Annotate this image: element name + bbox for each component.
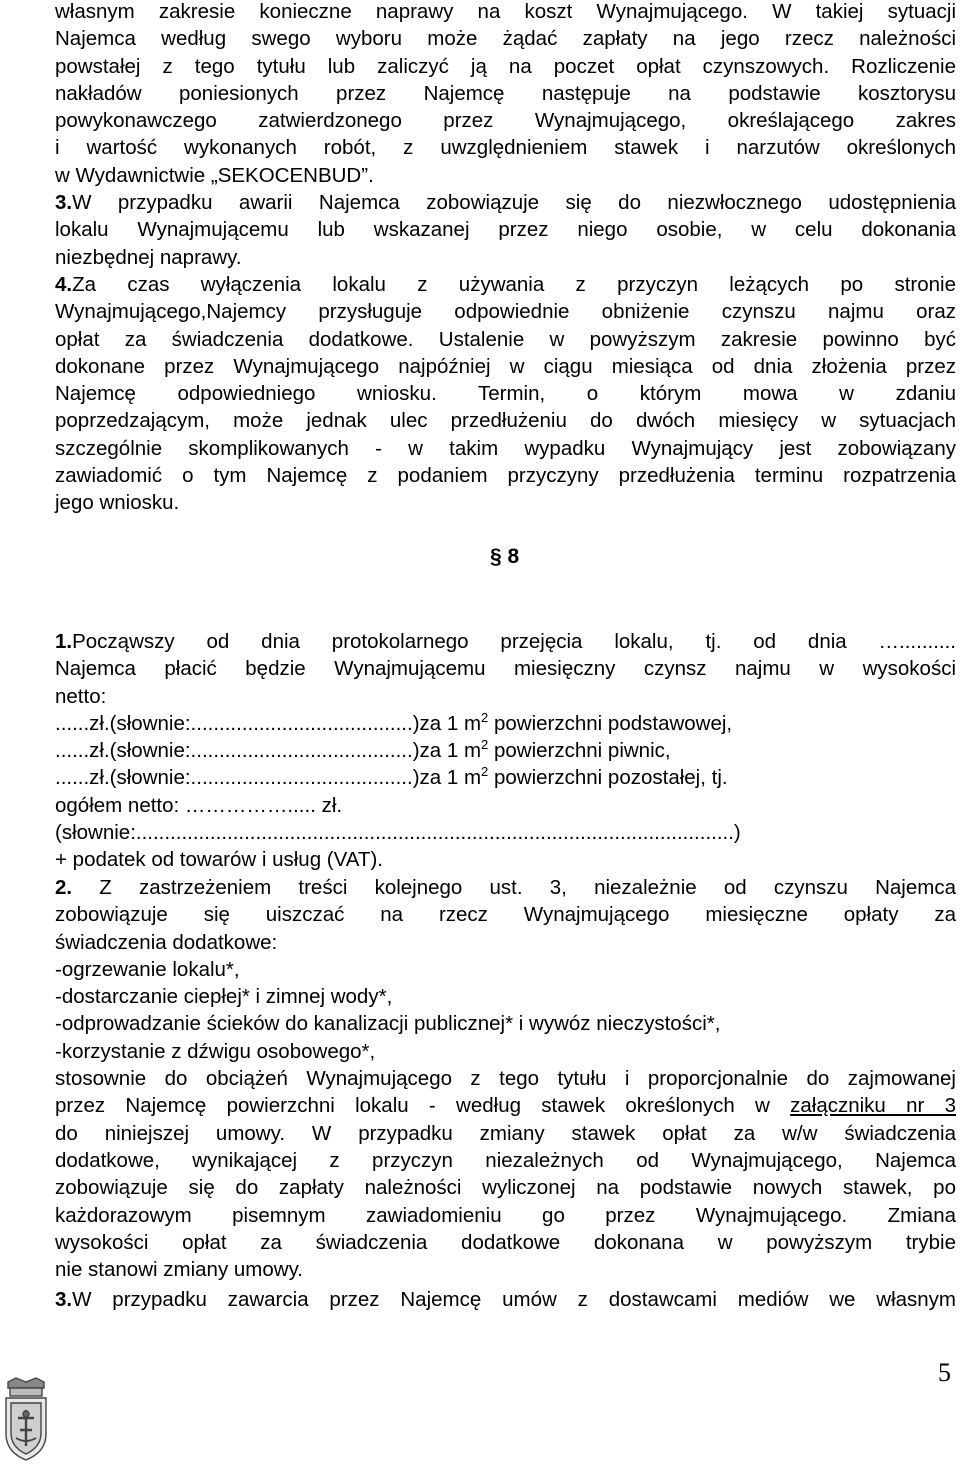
paragraph-3	[55, 189, 956, 271]
text-line: opłat za świadczenia dodatkowe. Ustalenie w powyższym zakresie powinno być	[55, 327, 956, 351]
rate-row: ......zł.(słownie:.......................................)za 1 $m^2$ powierzchni piwnic,	[55, 737, 671, 763]
paragraph-number: 3.	[55, 1288, 73, 1311]
text-line: 1.Począwszy od dnia protokolarnego przejęcia lokalu, tj. od dnia …..........	[55, 630, 956, 653]
list-item: -dostarczanie ciepłej* i zimnej wody*,	[55, 985, 393, 1009]
paragraph-number: 3.	[55, 191, 73, 214]
paragraph-4	[55, 271, 956, 517]
text-line: netto:	[55, 684, 107, 708]
text-line: wysokości opłat za świadczenia dodatkowe dokonana w powyższym trybie	[55, 1230, 956, 1254]
annex-reference: załączniku nr 3	[790, 1094, 956, 1118]
rate-row: ......zł.(słownie:.......................................)za 1 $m^2$ powierzchni pozostałej, tj.	[55, 764, 728, 790]
text-line: zobowiązuje się uiszczać na rzecz Wynajmującego miesięczne opłaty za	[55, 903, 956, 927]
vat-line: + podatek od towarów i usług (VAT).	[55, 848, 383, 872]
text-line: dokonane przez Wynajmującego najpóźniej w ciągu miesiąca od dnia złożenia przez	[55, 354, 956, 378]
text-line: stosownie do obciążeń Wynajmującego z tego tytułu i proporcjonalnie do zajmowanej	[55, 1067, 956, 1091]
text-line: Najemca według swego wyboru może żądać zapłaty na jego rzecz należności	[55, 27, 956, 51]
list-item: -odprowadzanie ścieków do kanalizacji publicznej* i wywóz nieczystości*,	[55, 1012, 721, 1036]
text-line: i wartość wykonanych robót, z uwzględnieniem stawek i narzutów określonych	[55, 136, 956, 160]
text-line: niezbędnej naprawy.	[55, 245, 242, 269]
text-line: powstałej z tego tytułu lub zaliczyć ją na poczet opłat czynszowych. Rozliczenie	[55, 54, 956, 78]
section-8-paragraph-1	[55, 628, 956, 874]
paragraph-number: 1.	[55, 630, 73, 653]
list-item: -ogrzewanie lokalu*,	[55, 957, 240, 981]
text-line: 4.Za czas wyłączenia lokalu z używania z przyczyn leżących po stronie	[55, 273, 956, 296]
city-crest-icon	[2, 1376, 50, 1462]
text-line: Wynajmującego,Najemcy przysługuje odpowiednie obniżenie czynszu najmu oraz	[55, 300, 956, 324]
text-line: przez Najemcę powierzchni lokalu - według stawek określonych w załączniku nr 3	[55, 1094, 956, 1118]
section-8-paragraph-3	[55, 1286, 956, 1313]
text-line: dodatkowe, wynikającej z przyczyn niezależnych od Wynajmującego, Najemca	[55, 1148, 956, 1172]
carryover-paragraph	[55, 0, 956, 189]
paragraph-number: 2.	[55, 876, 73, 899]
text-line: w Wydawnictwie „SEKOCENBUD”.	[55, 163, 374, 187]
text-line: do niniejszej umowy. W przypadku zmiany stawek opłat za w/w świadczenia	[55, 1121, 956, 1145]
text-line: każdorazowym pisemnym zawiadomieniu go przez Wynajmującego. Zmiana	[55, 1203, 956, 1227]
text-line: nie stanowi zmiany umowy.	[55, 1258, 303, 1282]
text-line: świadczenia dodatkowe:	[55, 930, 278, 954]
text-line: jego wniosku.	[55, 491, 180, 515]
text-line: zawiadomić o tym Najemcę z podaniem przyczyny przedłużenia terminu rozpatrzenia	[55, 464, 956, 488]
page-number: 5	[938, 1358, 951, 1387]
text-line: szczególnie skomplikowanych - w takim wypadku Wynajmujący jest zobowiązany	[55, 436, 956, 460]
text-line: 3.W przypadku awarii Najemca zobowiązuje się do niezwłocznego udostępnienia	[55, 191, 956, 214]
text-line: Najemca płacić będzie Wynajmującemu miesięczny czynsz najmu w wysokości	[55, 657, 956, 681]
paragraph-number: 4.	[55, 273, 73, 296]
section-heading: § 8	[490, 545, 520, 568]
text-line: powykonawczego zatwierdzonego przez Wynajmującego, określającego zakres	[55, 109, 956, 133]
amount-in-words-line: (słownie:.........................................................................................................)	[55, 821, 741, 845]
text-line: własnym zakresie konieczne naprawy na koszt Wynajmującego. W takiej sytuacji	[55, 0, 956, 23]
text-line: 3.W przypadku zawarcia przez Najemcę umów z dostawcami mediów we własnym	[55, 1288, 956, 1311]
text-line: Najemcę odpowiedniego wniosku. Termin, o którym mowa w zdaniu	[55, 382, 956, 406]
text-line: nakładów poniesionych przez Najemcę następuje na podstawie kosztorysu	[55, 81, 956, 105]
text-line: lokalu Wynajmującemu lub wskazanej przez niego osobie, w celu dokonania	[55, 218, 956, 242]
section-8-paragraph-2	[55, 874, 956, 1283]
rate-row: ......zł.(słownie:.......................................)za 1 $m^2$ powierzchni podstawowej,	[55, 709, 733, 735]
list-item: -korzystanie z dźwigu osobowego*,	[55, 1039, 376, 1063]
text-line: zobowiązuje się do zapłaty należności wyliczonej na podstawie nowych stawek, po	[55, 1176, 956, 1200]
text-line: poprzedzającym, może jednak ulec przedłużeniu do dwóch miesięcy w sytuacjach	[55, 409, 956, 433]
text-line: 2. Z zastrzeżeniem treści kolejnego ust. 3, niezależnie od czynszu Najemca	[55, 876, 956, 899]
total-line: ogółem netto: ……………..... zł.	[55, 793, 343, 817]
